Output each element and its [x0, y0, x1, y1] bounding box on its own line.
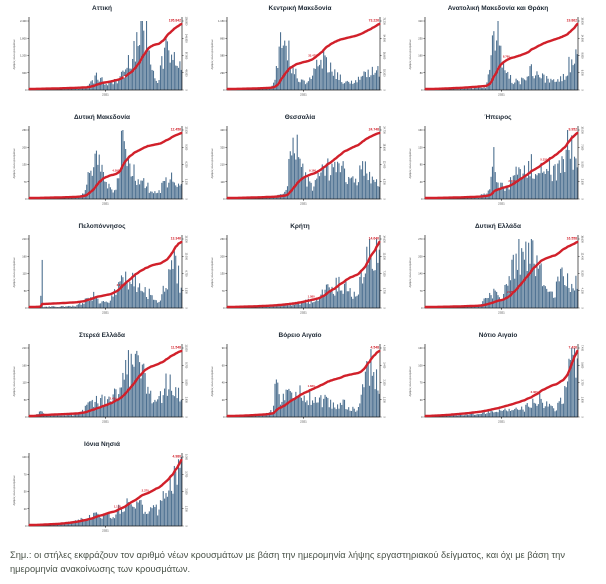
chart-canvas [402, 13, 594, 105]
line-mid-value-label: 1.580 [307, 294, 315, 299]
svg-text:3.700: 3.700 [382, 287, 386, 294]
svg-text:9.300: 9.300 [184, 144, 188, 151]
svg-text:110: 110 [22, 272, 27, 276]
svg-text:0: 0 [421, 416, 423, 419]
cumulative-cases-line [30, 133, 182, 198]
chart-title: Βόρειο Αιγαίο [278, 332, 322, 339]
svg-text:0: 0 [580, 307, 584, 309]
svg-text:5.800: 5.800 [184, 379, 188, 386]
svg-text:73.200: 73.200 [382, 17, 386, 25]
svg-text:0: 0 [184, 416, 188, 418]
svg-text:230: 230 [418, 37, 423, 41]
svg-text:2.300: 2.300 [382, 379, 386, 386]
svg-text:20: 20 [221, 398, 225, 402]
svg-text:97.900: 97.900 [184, 51, 188, 60]
chart-canvas [6, 13, 198, 105]
chart-row [6, 113, 602, 214]
svg-text:0: 0 [184, 198, 188, 200]
svg-text:195.800: 195.800 [184, 16, 188, 26]
line-total-label: 73.226 [368, 18, 379, 23]
region-chart-cell [6, 4, 198, 105]
chart-title: Αττική [92, 5, 112, 12]
svg-text:0: 0 [223, 89, 225, 92]
line-mid-value-label: 1.830 [307, 384, 315, 389]
chart-row [6, 4, 602, 105]
svg-text:11.000: 11.000 [382, 252, 386, 260]
svg-text:130: 130 [220, 272, 225, 276]
y-axis-label: Αριθμός νέων κρουσμάτων [13, 39, 16, 70]
x-axis-label: 2021 [300, 201, 307, 206]
svg-text:14.900: 14.900 [580, 34, 584, 42]
svg-text:0: 0 [25, 198, 27, 201]
svg-text:10.000: 10.000 [184, 252, 188, 260]
region-chart-cell [204, 113, 396, 214]
line-total-label: 9.952 [568, 127, 577, 132]
cumulative-cases-line [426, 242, 578, 307]
chart-title: Στερεά Ελλάδα [78, 332, 126, 339]
x-axis-label: 2021 [102, 528, 109, 533]
svg-text:20: 20 [23, 507, 27, 511]
svg-text:80: 80 [419, 71, 423, 75]
region-chart-cell [204, 331, 396, 432]
svg-text:40: 40 [221, 381, 225, 385]
svg-text:5.600: 5.600 [580, 362, 584, 369]
chart-canvas [204, 340, 396, 432]
chart-title: Ιόνια Νησιά [84, 441, 120, 448]
chart-canvas [6, 340, 198, 432]
y-axis-label: Αριθμός νέων κρουσμάτων [409, 257, 412, 288]
line-total-label: 14.640 [368, 236, 379, 241]
svg-text:100: 100 [418, 364, 423, 368]
svg-text:160: 160 [22, 364, 27, 368]
svg-text:0: 0 [223, 416, 225, 419]
cumulative-cases-line [426, 24, 578, 89]
svg-text:9.900: 9.900 [580, 52, 584, 59]
line-mid-value-label: 4.590 [112, 168, 120, 173]
line-total-label: 4.548 [370, 345, 379, 350]
svg-text:6.200: 6.200 [184, 161, 188, 168]
svg-text:100: 100 [22, 456, 27, 459]
svg-text:130: 130 [22, 163, 27, 167]
svg-text:290: 290 [220, 71, 225, 75]
chart-title: Πελοπόννησος [78, 223, 126, 230]
chart-row [6, 440, 602, 541]
svg-text:12.400: 12.400 [580, 252, 584, 260]
line-total-label: 16.558 [566, 236, 577, 241]
cumulative-cases-line [228, 351, 380, 416]
svg-text:50: 50 [23, 490, 27, 494]
line-mid-value-label: 2.360 [530, 389, 538, 394]
svg-text:6.700: 6.700 [184, 270, 188, 277]
svg-text:36.600: 36.600 [382, 51, 386, 60]
line-total-label: 7.426 [568, 345, 577, 350]
region-chart-cell [6, 440, 198, 541]
svg-text:0: 0 [25, 89, 27, 92]
cumulative-cases-line [30, 24, 182, 89]
svg-text:0: 0 [184, 525, 188, 527]
svg-text:146.900: 146.900 [184, 33, 188, 43]
chart-row [6, 222, 602, 323]
svg-text:110: 110 [220, 180, 225, 184]
x-axis-label: 2021 [102, 92, 109, 97]
svg-text:70: 70 [23, 473, 27, 477]
svg-text:70: 70 [221, 289, 225, 293]
chart-title: Δυτική Ελλάδα [475, 223, 521, 230]
svg-text:2.500: 2.500 [184, 488, 188, 495]
line-mid-value-label: 2.950 [507, 289, 515, 294]
svg-text:0: 0 [223, 307, 225, 310]
svg-text:420: 420 [220, 129, 225, 132]
line-mid-value-label: 33.470 [308, 53, 317, 58]
svg-text:60: 60 [221, 364, 225, 368]
svg-text:860: 860 [220, 37, 225, 41]
svg-text:3.700: 3.700 [580, 379, 584, 386]
axes [227, 344, 380, 419]
svg-text:120: 120 [418, 146, 423, 150]
line-total-label: 24.748 [368, 127, 379, 132]
svg-text:40: 40 [419, 180, 423, 184]
y-axis-label: Αριθμός νέων κρουσμάτων [211, 257, 214, 288]
svg-text:310: 310 [418, 20, 423, 23]
region-chart-cell [6, 331, 198, 432]
svg-text:0: 0 [580, 198, 584, 200]
axes [29, 126, 182, 201]
x-axis-label: 2021 [498, 92, 505, 97]
svg-text:140: 140 [418, 272, 423, 276]
x-axis-label: 2021 [102, 419, 109, 424]
y-axis-label: Αριθμός νέων κρουσμάτων [211, 366, 214, 397]
svg-text:0: 0 [25, 416, 27, 419]
svg-text:11.500: 11.500 [184, 344, 188, 352]
chart-canvas [6, 231, 198, 323]
svg-text:260: 260 [220, 238, 225, 241]
svg-text:4.500: 4.500 [382, 345, 386, 351]
chart-title: Κρήτη [290, 223, 310, 230]
line-total-label: 12.456 [170, 127, 181, 132]
svg-text:0: 0 [421, 198, 423, 201]
line-total-label: 19.862 [566, 18, 577, 23]
region-chart-cell [6, 113, 198, 214]
region-chart-cell [204, 4, 396, 105]
chart-row [6, 331, 602, 432]
x-axis-label: 2021 [300, 310, 307, 315]
svg-text:0: 0 [184, 307, 188, 309]
svg-text:24.700: 24.700 [382, 126, 386, 134]
y-axis-label: Αριθμός νέων κρουσμάτων [409, 366, 412, 397]
svg-text:18.300: 18.300 [382, 69, 386, 77]
line-mid-value-label: 1.130 [113, 504, 121, 509]
svg-text:7.300: 7.300 [382, 270, 386, 277]
chart-canvas [204, 122, 396, 214]
svg-text:12.400: 12.400 [382, 160, 386, 169]
svg-text:13.300: 13.300 [184, 235, 188, 243]
svg-text:0: 0 [382, 198, 386, 200]
chart-canvas [204, 231, 396, 323]
axes [29, 235, 182, 310]
svg-text:0: 0 [382, 416, 386, 418]
svg-text:2.900: 2.900 [184, 396, 188, 403]
axes [227, 17, 380, 92]
svg-text:19.900: 19.900 [580, 17, 584, 25]
svg-text:1.100: 1.100 [382, 396, 386, 403]
svg-text:8.700: 8.700 [184, 362, 188, 369]
chart-title: Νότιο Αιγαίο [478, 332, 518, 339]
region-chart-cell [204, 222, 396, 323]
y-axis-label: Αριθμός νέων κρουσμάτων [13, 148, 16, 179]
svg-text:1.200: 1.200 [184, 505, 188, 512]
daily-cases-bars [29, 350, 182, 417]
cumulative-cases-line [30, 242, 182, 307]
chart-title: Ήπειρος [484, 114, 512, 121]
line-total-label: 11.548 [170, 345, 181, 350]
svg-text:54.900: 54.900 [382, 34, 386, 42]
svg-text:130: 130 [418, 347, 423, 350]
daily-cases-bars [29, 251, 182, 308]
svg-text:50: 50 [23, 398, 27, 402]
line-mid-value-label: 9.160 [309, 168, 317, 173]
region-chart-cell [402, 113, 594, 214]
svg-text:30: 30 [419, 398, 423, 402]
line-total-label: 195.842 [168, 18, 181, 23]
chart-canvas [6, 122, 198, 214]
line-mid-value-label: 5.330 [540, 157, 548, 162]
chart-title: Κεντρική Μακεδονία [268, 5, 332, 12]
svg-text:1.150: 1.150 [218, 20, 225, 23]
line-mid-value-label: 2.370 [141, 488, 149, 493]
svg-text:1.200: 1.200 [20, 54, 27, 58]
x-axis-label: 2021 [102, 201, 109, 206]
svg-text:80: 80 [419, 163, 423, 167]
svg-text:7.500: 7.500 [580, 144, 584, 151]
svg-text:0: 0 [25, 307, 27, 310]
y-axis-label: Αριθμός νέων κρουσμάτων [211, 148, 214, 179]
region-chart-cell [6, 222, 198, 323]
svg-text:8.300: 8.300 [580, 270, 584, 277]
svg-text:0: 0 [421, 307, 423, 310]
svg-text:200: 200 [22, 146, 27, 150]
chart-canvas [204, 13, 396, 105]
svg-text:14.600: 14.600 [382, 235, 386, 243]
svg-text:5.000: 5.000 [580, 161, 584, 168]
svg-text:0: 0 [223, 198, 225, 201]
daily-cases-bars [227, 349, 380, 417]
svg-text:3.300: 3.300 [184, 287, 188, 294]
region-chart-cell [402, 331, 594, 432]
x-axis-label: 2021 [498, 419, 505, 424]
chart-title: Θεσσαλία [284, 114, 316, 121]
y-axis-label: Αριθμός νέων κρουσμάτων [211, 39, 214, 70]
svg-text:210: 210 [22, 238, 27, 241]
cumulative-cases-line [228, 24, 380, 89]
y-axis-label: Αριθμός νέων κρουσμάτων [13, 257, 16, 288]
chart-title: Ανατολική Μακεδονία και Θράκη [447, 5, 549, 12]
svg-text:0: 0 [382, 307, 386, 309]
svg-text:270: 270 [418, 238, 423, 241]
line-mid-value-label: 8.760 [502, 54, 510, 59]
svg-text:1.900: 1.900 [580, 396, 584, 403]
svg-text:16.600: 16.600 [580, 235, 584, 243]
svg-text:0: 0 [184, 89, 188, 91]
axes [425, 17, 578, 92]
svg-text:600: 600 [22, 71, 27, 75]
chart-canvas [402, 340, 594, 432]
svg-text:4.100: 4.100 [580, 287, 584, 294]
x-axis-label: 2021 [498, 201, 505, 206]
svg-text:0: 0 [25, 525, 27, 528]
svg-text:0: 0 [580, 89, 584, 91]
svg-text:18.600: 18.600 [382, 143, 386, 151]
svg-text:260: 260 [22, 129, 27, 132]
svg-text:580: 580 [220, 54, 225, 58]
svg-text:110: 110 [22, 381, 27, 385]
svg-text:200: 200 [220, 255, 225, 259]
svg-text:160: 160 [418, 54, 423, 58]
x-axis-label: 2021 [498, 310, 505, 315]
svg-text:320: 320 [220, 146, 225, 150]
chart-canvas [402, 231, 594, 323]
svg-text:12.500: 12.500 [184, 126, 188, 134]
svg-text:0: 0 [580, 416, 584, 418]
region-chart-cell [402, 222, 594, 323]
svg-text:6.200: 6.200 [382, 178, 386, 185]
svg-text:160: 160 [22, 255, 27, 259]
svg-text:90: 90 [221, 347, 225, 350]
svg-text:3.700: 3.700 [184, 471, 188, 478]
svg-text:0: 0 [382, 89, 386, 91]
svg-text:2.400: 2.400 [20, 20, 27, 23]
svg-text:10.000: 10.000 [580, 126, 584, 134]
y-axis-label: Αριθμός νέων κρουσμάτων [409, 148, 412, 179]
line-total-label: 4.980 [172, 454, 181, 459]
line-mid-value-label: 3.810 [116, 282, 124, 287]
svg-text:70: 70 [419, 289, 423, 293]
y-axis-label: Αριθμός νέων κρουσμάτων [13, 475, 16, 506]
svg-text:0: 0 [421, 89, 423, 92]
svg-text:3.400: 3.400 [382, 362, 386, 369]
line-total-label: 13.346 [170, 236, 181, 241]
svg-text:200: 200 [418, 255, 423, 259]
chart-canvas [402, 122, 594, 214]
svg-text:5.000: 5.000 [580, 69, 584, 76]
cumulative-cases-line [426, 351, 578, 416]
svg-text:160: 160 [418, 129, 423, 132]
svg-text:70: 70 [419, 381, 423, 385]
region-chart-cell [402, 4, 594, 105]
x-axis-label: 2021 [102, 310, 109, 315]
line-mid-value-label: 2.030 [508, 179, 516, 184]
svg-text:210: 210 [220, 163, 225, 167]
svg-text:3.100: 3.100 [184, 178, 188, 185]
svg-text:50: 50 [23, 289, 27, 293]
svg-text:2.500: 2.500 [580, 178, 584, 185]
y-axis-label: Αριθμός νέων κρουσμάτων [409, 39, 412, 70]
svg-text:7.400: 7.400 [580, 345, 584, 351]
line-mid-value-label: 2.450 [109, 396, 117, 401]
chart-canvas [6, 449, 198, 541]
x-axis-label: 2021 [300, 419, 307, 424]
svg-text:5.000: 5.000 [184, 454, 188, 460]
chart-title: Δυτική Μακεδονία [73, 114, 130, 121]
svg-text:210: 210 [22, 347, 27, 350]
x-axis-label: 2021 [300, 92, 307, 97]
svg-text:1.800: 1.800 [20, 37, 27, 41]
footnote: Σημ.: οι στήλες εκφράζουν τον αριθμό νέων κρουσμάτων με βάση την ημερομηνία λήψης εργαστηριακού δείγματος, και όχι με βάση την ημερομηνία ανακοίνωσης των κρουσμάτων. [10, 550, 565, 574]
svg-text:70: 70 [23, 180, 27, 184]
svg-text:49.000: 49.000 [184, 69, 188, 77]
y-axis-label: Αριθμός νέων κρουσμάτων [13, 366, 16, 397]
